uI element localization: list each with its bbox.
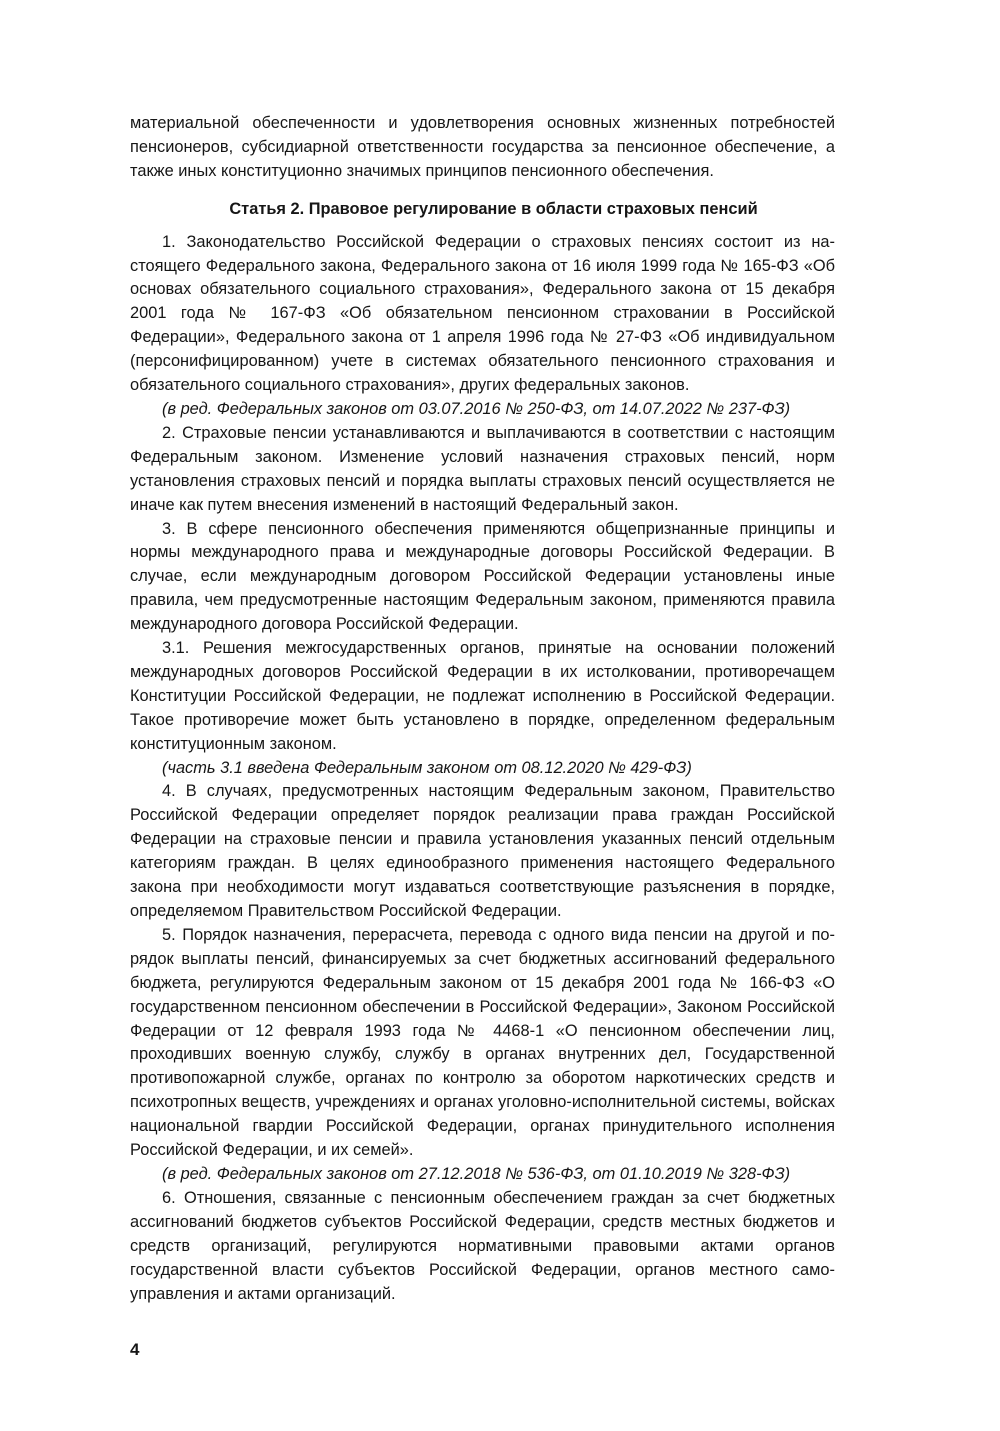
paragraph-5: 5. Порядок назначения, перерасчета, перевода с одного вида пенсии на другой и порядок выплаты пенсий, финансируемых за счет бюджетных ассигнований федерального бюджета, регулируются Федеральным законом от 15 декабря 2001 года № 166-ФЗ «О государственном пенсионном обеспечении в Российской Федерации», Законом Российской Федерации от 12 февраля 1993 года № 4468-1 «О пенсионном обеспечении лиц, проходивших военную службу, службу в органах внутренних дел, Государственной противопожарной службе, органах по контролю за оборотом наркотических средств и психотропных веществ, учреждениях и органах уголовно-исполнительной системы, войсках национальной гвардии Российской Федерации, органах принудительного исполнения Российской Федерации, и их семей». — [130, 925, 835, 1160]
amendment-note-3: (в ред. Федеральных законов от 27.12.2018 № 536-ФЗ, от 01.10.2019 № 328-ФЗ) — [162, 1164, 791, 1183]
intro-paragraph: материальной обеспеченности и удовлетворения основных жизненных потребностей пенсионеров, субсидиарной ответственности государства за пенсионное обеспечение, а также иных конституционно значимых принципов пенсионного обеспечения. — [130, 114, 835, 180]
paragraph-6: 6. Отношения, связанные с пенсионным обеспечением граждан за счет бюджетных ассигнований бюджетов субъектов Российской Федерации, средств местных бюджетов и средств организаций, регулируются нормативными правовыми актами органов государственной власти субъектов Российской Федерации, органов местного самоуправления и актами организаций. — [130, 1188, 835, 1303]
article-heading: Статья 2. Правовое регулирование в области страховых пенсий — [229, 199, 758, 218]
document-page — [130, 112, 835, 1306]
paragraph-3: 3. В сфере пенсионного обеспечения применяются общепризнанные принципы и нормы международного права и международные договоры Российской Федерации. В случае, если международным договором Российской Федерации установлены иные правила, чем предусмотренные настоящим Федеральным законом, применяются правила международного договора Российской Федерации. — [130, 519, 835, 634]
amendment-note-1: (в ред. Федеральных законов от 03.07.2016 № 250-ФЗ, от 14.07.2022 № 237-ФЗ) — [162, 399, 791, 418]
paragraph-2: 2. Страховые пенсии устанавливаются и выплачиваются в соответствии с настоящим Федеральным законом. Изменение условий назначения страховых пенсий, норм установления страховых пенсий и порядка выплаты страховых пенсий осуществляется не иначе как путем внесения изменений в настоящий Федеральный закон. — [130, 423, 835, 514]
paragraph-3-1: 3.1. Решения межгосударственных органов, принятые на основании положений международных договоров Российской Федерации в их истолковании, противоречащем Конституции Российской Федерации, не подлежат исполнению в Российской Федерации. Такое противоречие может быть установлено в порядке, определенном федеральным конституционным законом. — [130, 639, 835, 753]
paragraph-4: 4. В случаях, предусмотренных настоящим Федеральным законом, Правительство Российской Федерации определяет порядок реализации права граждан Российской Федерации на страховые пенсии и правила установления указанных пенсий отдельным категориям граждан. В целях единообразного применения настоящего Федерального закона при необходимости могут издаваться соответствующие разъяснения в порядке, определяемом Правительством Российской Федерации. — [130, 782, 835, 920]
paragraph-1: 1. Законодательство Российской Федерации о страховых пенсиях состоит из настоящего Федерального закона, Федерального закона от 16 июля 1999 года № 165-ФЗ «Об основах обязательного социального страхования», Федерального закона от 15 декабря 2001 года № 167-ФЗ «Об обязательном пенсионном страховании в Российской Федерации», Федерального закона от 1 апреля 1996 года № 27-ФЗ «Об индивидуальном (персонифицированном) учете в системах обязательного пенсионного страхования и обязательного социального страхования», других федеральных законов. — [130, 232, 835, 395]
page-number: 4 — [130, 1340, 140, 1359]
amendment-note-2: (часть 3.1 введена Федеральным законом от 08.12.2020 № 429-ФЗ) — [162, 758, 692, 777]
